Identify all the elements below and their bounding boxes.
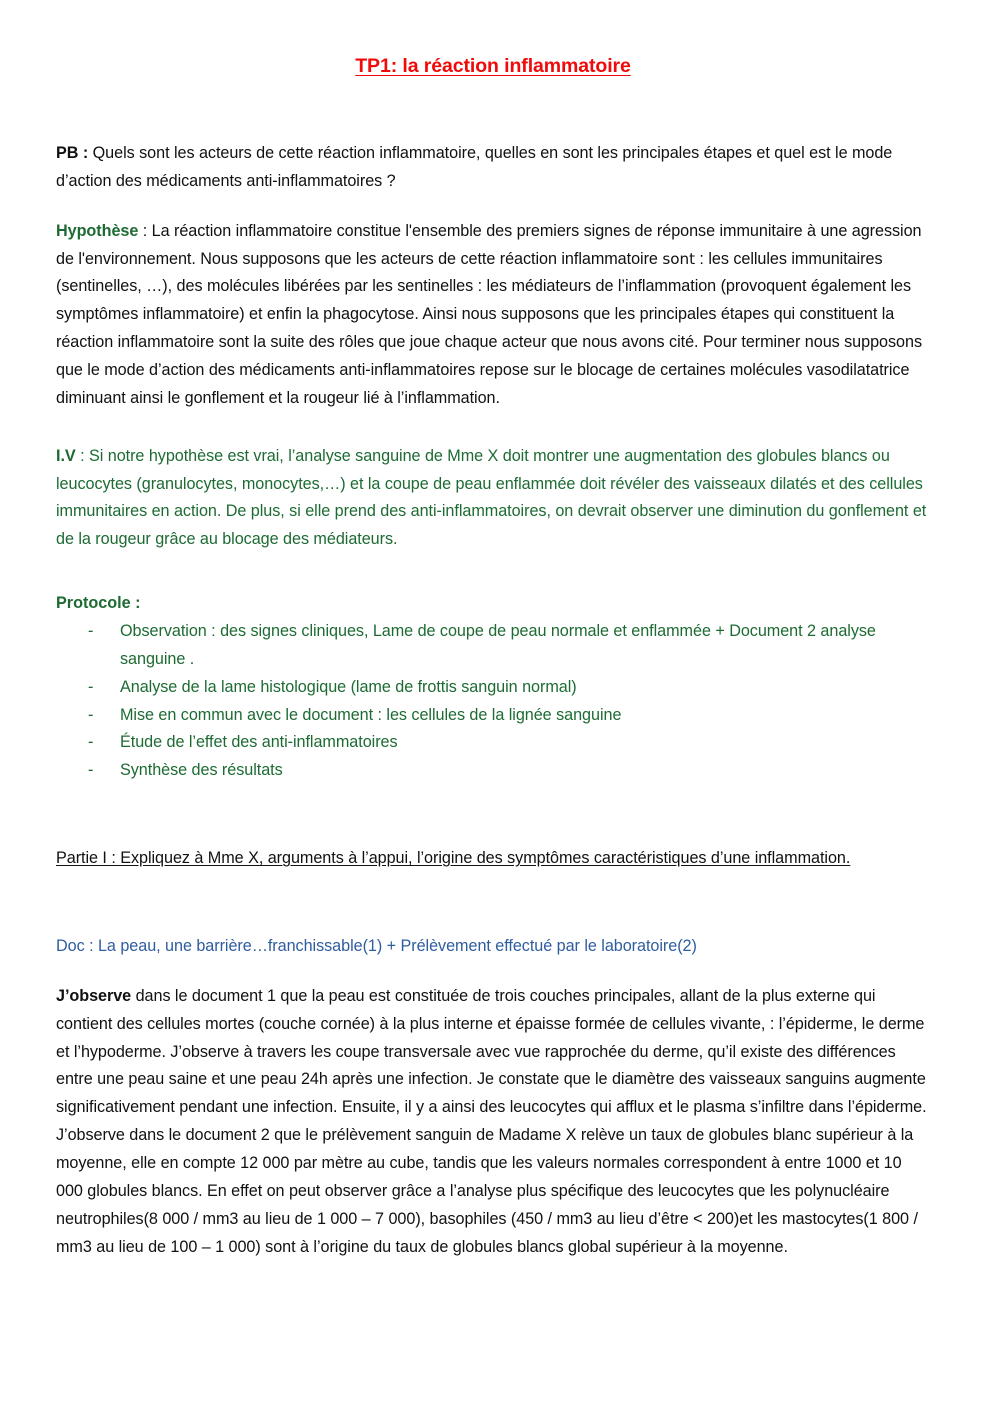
- section-heading-partie-1: Partie I : Expliquez à Mme X, arguments à l’appui, l’origine des symptômes caractéristiques d’une inflammation.: [56, 849, 851, 868]
- observation-paragraph: [56, 983, 930, 1262]
- bullet-dash-icon: -: [88, 761, 94, 780]
- hypothesis-green-text-part2: : les cellules immunitaires (sentinelles, …), des molécules libérées par les sentinelles : les médiateurs de l’inflammation (provoquent également les symptômes inflammatoire) et enfin la phagocytose. Ainsi nous supposons que les principales étapes qui constituent la réaction inflammatoire sont la suite des rôles que joue chaque acteur que nous avons cité. Pour terminer nous supposons que le mode d’action des médicaments anti-inflammatoires repose sur le blocage de certaines molécules vasodilatatrice diminuant ainsi le gonflement et la rougeur lié à l’inflammation.: [56, 249, 922, 407]
- document-reference-line: Doc : La peau, une barrière…franchissable(1) + Prélèvement effectué par le laboratoire(2): [56, 937, 697, 956]
- problem-statement-paragraph: [56, 140, 930, 196]
- problem-statement-label: PB :: [56, 144, 89, 162]
- observation-label: J’observe: [56, 986, 132, 1005]
- protocol-list: [56, 618, 930, 785]
- hypothesis-paragraph: [56, 218, 930, 413]
- list-item-label: Synthèse des résultats: [120, 761, 283, 780]
- hypothesis-label: Hypothèse: [56, 221, 139, 240]
- bullet-dash-icon: -: [88, 622, 94, 641]
- list-item-label: Mise en commun avec le document : les cellules de la lignée sanguine: [120, 705, 622, 724]
- investigation-label: I.V: [56, 446, 76, 465]
- list-item-label: Étude de l’effet des anti-inflammatoires: [120, 733, 398, 752]
- list-item: [56, 702, 930, 730]
- list-item: [56, 618, 930, 674]
- list-item: [56, 757, 930, 785]
- bullet-dash-icon: -: [88, 733, 94, 752]
- observation-text: dans le document 1 que la peau est constituée de trois couches principales, allant de la plus externe qui contient des cellules mortes (couche cornée) à la plus interne et épaisse formée de cellules vivante, : l’épiderme, le derme et l’hypoderme. J’observe à travers les coupe transversale avec vue rapprochée du derme, qu’il existe des différences entre une peau saine et une peau 24h après une infection. Je constate que le diamètre des vaisseaux sanguins augmente significativement pendant une infection. Ensuite, il y a ainsi des leucocytes qui afflux et le plasma s’infiltre dans l’épiderme. J’observe dans le document 2 que le prélèvement sanguin de Madame X relève un taux de globules blanc supérieur à la moyenne, elle en compte 12 000 par mètre au cube, tandis que les valeurs normales correspondent à entre 1000 et 10 000 globules blancs. En effet on peut observer grâce a l’analyse plus spécifique des leucocytes que les polynucléaire neutrophiles(8 000 / mm3 au lieu de 1 000 – 7 000), basophiles (450 / mm3 au lieu d’être < 200)et les mastocytes(1 800 / mm3 au lieu de 100 – 1 000) sont à l’origine du taux de globules blancs global supérieur à la moyenne.: [56, 986, 927, 1256]
- hypothesis-green-alt-word: sont: [662, 249, 695, 268]
- problem-statement-text: Quels sont les acteurs de cette réaction inflammatoire, quelles en sont les principales étapes et quel est le mode d’action des médicaments anti-inflammatoires ?: [56, 144, 893, 190]
- investigation-text: : Si notre hypothèse est vrai, l’analyse sanguine de Mme X doit montrer une augmentation des globules blancs ou leucocytes (granulocytes, monocytes,…) et la coupe de peau enflammée doit révéler des vaisseaux dilatés et des cellules immunitaires en action. De plus, si elle prend des anti-inflammatoires, on devrait observer une diminution du gonflement et de la rougeur grâce au blocage des médiateurs.: [56, 446, 927, 549]
- bullet-dash-icon: -: [88, 677, 94, 696]
- protocol-title: Protocole :: [56, 594, 141, 613]
- page-title: TP1: la réaction inflammatoire: [355, 55, 631, 77]
- list-item: [56, 729, 930, 757]
- protocol-section: [56, 590, 930, 785]
- hypothesis-green-text-part1: Nous supposons que les acteurs de cette réaction inflammatoire: [200, 249, 663, 268]
- bullet-dash-icon: -: [88, 705, 94, 724]
- list-item-label: Analyse de la lame histologique (lame de frottis sanguin normal): [120, 677, 577, 696]
- hypothesis-intro-text: : La réaction inflammatoire constitue l'ensemble des premiers signes de réponse immunitaire à une agression de l'environnement.: [56, 221, 922, 268]
- list-item-label: Observation : des signes cliniques, Lame de coupe de peau normale et enflammée + Document 2 analyse sanguine .: [120, 622, 876, 668]
- investigation-paragraph: [56, 443, 930, 554]
- list-item: [56, 674, 930, 702]
